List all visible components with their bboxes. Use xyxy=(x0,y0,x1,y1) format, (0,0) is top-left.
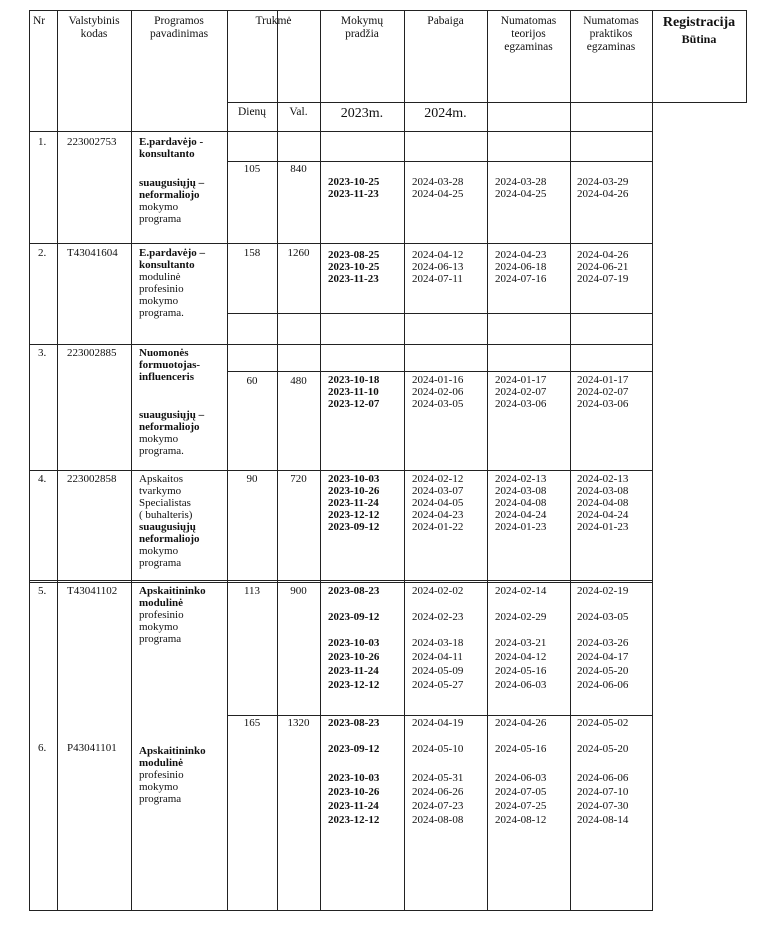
header-program: Programos xyxy=(154,15,204,27)
practice-exam-date: 2024-07-30 xyxy=(577,800,629,812)
program-name-line: mokymo xyxy=(139,295,179,307)
program-name-line: formuotojas- xyxy=(139,359,201,371)
program-name-line: programa xyxy=(139,557,182,569)
program-name-line: suaugusiųjų xyxy=(139,521,196,533)
table-bottom-rule xyxy=(29,910,653,911)
row-rule xyxy=(29,580,653,581)
start-date: 2023-12-12 xyxy=(328,814,380,826)
duration-hours: 720 xyxy=(290,473,307,485)
practice-exam-date: 2024-03-06 xyxy=(577,398,629,410)
theory-exam-date: 2024-02-14 xyxy=(495,585,547,597)
program-name-line: E.pardavėjo - xyxy=(139,136,204,148)
start-date: 2023-12-07 xyxy=(328,398,380,410)
table-rule xyxy=(277,102,278,911)
practice-exam-date: 2024-07-10 xyxy=(577,786,629,798)
start-date: 2023-12-12 xyxy=(328,679,380,691)
start-date: 2023-12-12 xyxy=(328,509,380,521)
program-name-line: programa xyxy=(139,213,182,225)
end-date: 2024-05-31 xyxy=(412,772,464,784)
start-date: 2023-10-26 xyxy=(328,651,380,663)
theory-exam-date: 2024-01-23 xyxy=(495,521,547,533)
program-name-line: Nuomonės xyxy=(139,347,189,359)
start-date: 2023-10-26 xyxy=(328,786,380,798)
practice-exam-date: 2024-04-24 xyxy=(577,509,629,521)
program-name-line: programa xyxy=(139,793,182,805)
state-code: 223002885 xyxy=(67,347,117,359)
end-date: 2024-02-06 xyxy=(412,386,464,398)
end-date: 2024-04-12 xyxy=(412,249,464,261)
row-rule xyxy=(29,470,653,471)
start-date: 2023-08-25 xyxy=(328,249,380,261)
practice-exam-date: 2024-04-26 xyxy=(577,249,629,261)
end-date: 2024-07-23 xyxy=(412,800,464,812)
program-name-line: Specialistas xyxy=(139,497,191,509)
program-name-line: konsultanto xyxy=(139,148,195,160)
theory-exam-date: 2024-04-25 xyxy=(495,188,547,200)
practice-exam-date: 2024-08-14 xyxy=(577,814,629,826)
start-date: 2023-11-24 xyxy=(328,665,379,677)
theory-exam-date: 2024-01-17 xyxy=(495,374,547,386)
practice-exam-date: 2024-01-17 xyxy=(577,374,629,386)
duration-hours: 1320 xyxy=(287,717,310,729)
practice-exam-date: 2024-02-13 xyxy=(577,473,629,485)
practice-exam-date: 2024-05-02 xyxy=(577,717,629,729)
program-name-line: ( buhalteris) xyxy=(139,509,193,521)
header-practice-exam: praktikos xyxy=(589,28,633,40)
practice-exam-date: 2024-07-19 xyxy=(577,273,629,285)
start-date: 2023-11-23 xyxy=(328,273,379,285)
start-date: 2023-09-12 xyxy=(328,521,380,533)
table-rule xyxy=(57,10,58,911)
duration-days: 113 xyxy=(243,585,261,597)
program-name-line: mokymo xyxy=(139,621,179,633)
duration-hours: 1260 xyxy=(287,247,310,259)
program-name-line: tvarkymo xyxy=(139,485,182,497)
theory-exam-date: 2024-07-25 xyxy=(495,800,547,812)
program-name-line: programa xyxy=(139,633,182,645)
practice-exam-date: 2024-04-17 xyxy=(577,651,629,663)
row-rule xyxy=(29,243,653,244)
header-year-end: 2024m. xyxy=(424,106,467,121)
theory-exam-date: 2024-02-29 xyxy=(495,611,547,623)
state-code: T43041604 xyxy=(67,247,118,259)
end-date: 2024-02-12 xyxy=(412,473,464,485)
state-code: 223002858 xyxy=(67,473,117,485)
start-date: 2023-11-24 xyxy=(328,497,379,509)
end-date: 2024-05-10 xyxy=(412,743,464,755)
duration-hours: 900 xyxy=(290,585,307,597)
practice-exam-date: 2024-04-26 xyxy=(577,188,629,200)
practice-exam-date: 2024-02-19 xyxy=(577,585,629,597)
program-name-line: neformaliojo xyxy=(139,421,200,433)
program-name-line: programa. xyxy=(139,307,184,319)
theory-exam-date: 2024-06-18 xyxy=(495,261,547,273)
row-number: 4. xyxy=(38,473,47,485)
end-date: 2024-04-25 xyxy=(412,188,464,200)
program-name-line: konsultanto xyxy=(139,259,195,271)
header-start: pradžia xyxy=(345,28,379,40)
theory-exam-date: 2024-05-16 xyxy=(495,743,547,755)
duration-hours: 480 xyxy=(290,375,307,387)
end-date: 2024-04-23 xyxy=(412,509,464,521)
header-start: Mokymų xyxy=(340,15,384,27)
theory-exam-date: 2024-02-13 xyxy=(495,473,547,485)
practice-exam-date: 2024-02-07 xyxy=(577,386,629,398)
practice-exam-date: 2024-03-29 xyxy=(577,176,629,188)
program-name-line: mokymo xyxy=(139,201,179,213)
start-date: 2023-11-10 xyxy=(328,386,379,398)
program-name-line: programa. xyxy=(139,445,184,457)
program-name-line: neformaliojo xyxy=(139,189,200,201)
program-name-line: neformaliojo xyxy=(139,533,200,545)
theory-exam-date: 2024-03-28 xyxy=(495,176,547,188)
header-program: pavadinimas xyxy=(149,28,209,40)
program-name-line: mokymo xyxy=(139,433,179,445)
header-theory-exam: egzaminas xyxy=(504,41,553,53)
header-duration: Trukmė xyxy=(255,15,292,27)
theory-exam-date: 2024-04-24 xyxy=(495,509,547,521)
program-name-line: influenceris xyxy=(139,371,194,383)
end-date: 2024-04-05 xyxy=(412,497,464,509)
start-date: 2023-08-23 xyxy=(328,585,380,597)
duration-days: 165 xyxy=(243,717,261,729)
row-number: 3. xyxy=(38,347,47,359)
row-number: 2. xyxy=(38,247,47,259)
program-name-line: modulinė xyxy=(139,597,184,609)
header-practice-exam: egzaminas xyxy=(586,41,636,53)
header-registration: Registracija xyxy=(662,15,736,30)
row-number: 1. xyxy=(38,136,47,148)
header-required: Būtina xyxy=(681,32,717,46)
practice-exam-date: 2024-06-06 xyxy=(577,679,629,691)
table-rule xyxy=(746,10,747,103)
start-date: 2023-10-03 xyxy=(328,637,380,649)
start-date: 2023-10-03 xyxy=(328,473,380,485)
end-date: 2024-07-11 xyxy=(412,273,463,285)
practice-exam-date: 2024-06-21 xyxy=(577,261,629,273)
program-name-line: E.pardavėjo – xyxy=(139,247,205,259)
subrow-rule xyxy=(227,313,653,314)
theory-exam-date: 2024-06-03 xyxy=(495,679,547,691)
table-rule xyxy=(131,10,132,911)
header-days: Dienų xyxy=(237,106,267,118)
duration-days: 60 xyxy=(246,375,258,387)
header-hours: Val. xyxy=(289,106,308,118)
start-date: 2023-10-18 xyxy=(328,374,380,386)
table-rule xyxy=(29,10,747,11)
end-date: 2024-02-02 xyxy=(412,585,464,597)
theory-exam-date: 2024-03-21 xyxy=(495,637,547,649)
end-date: 2024-04-19 xyxy=(412,717,464,729)
program-name-line: profesinio xyxy=(139,609,184,621)
subrow-rule xyxy=(227,371,653,372)
end-date: 2024-01-16 xyxy=(412,374,464,386)
program-name-line: suaugusiųjų – xyxy=(139,409,205,421)
practice-exam-date: 2024-05-20 xyxy=(577,743,629,755)
start-date: 2023-10-03 xyxy=(328,772,380,784)
header-bottom-rule xyxy=(29,131,653,132)
header-code: kodas xyxy=(80,28,108,40)
header-nr: Nr xyxy=(33,15,46,27)
state-code: P43041101 xyxy=(67,742,117,754)
duration-days: 158 xyxy=(243,247,261,259)
start-date: 2023-11-24 xyxy=(328,800,379,812)
table-rule xyxy=(652,10,653,911)
program-name-line: Apskaitos xyxy=(139,473,183,485)
header-theory-exam: teorijos xyxy=(511,28,546,40)
header-year-start: 2023m. xyxy=(340,106,384,121)
duration-hours: 840 xyxy=(290,163,307,175)
end-date: 2024-03-28 xyxy=(412,176,464,188)
end-date: 2024-03-07 xyxy=(412,485,464,497)
program-name-line: profesinio xyxy=(139,283,184,295)
start-date: 2023-09-12 xyxy=(328,743,380,755)
table-rule xyxy=(227,10,228,911)
practice-exam-date: 2024-01-23 xyxy=(577,521,629,533)
table-rule xyxy=(570,10,571,911)
state-code: 223002753 xyxy=(67,136,117,148)
theory-exam-date: 2024-02-07 xyxy=(495,386,547,398)
theory-exam-date: 2024-03-08 xyxy=(495,485,547,497)
program-name-line: modulinė xyxy=(139,271,181,283)
row-rule xyxy=(29,582,653,583)
theory-exam-date: 2024-04-26 xyxy=(495,717,547,729)
end-date: 2024-02-23 xyxy=(412,611,464,623)
theory-exam-date: 2024-06-03 xyxy=(495,772,547,784)
start-date: 2023-09-12 xyxy=(328,611,380,623)
header-practice-exam: Numatomas xyxy=(583,15,639,27)
program-name-line: mokymo xyxy=(139,545,179,557)
theory-exam-date: 2024-07-16 xyxy=(495,273,547,285)
practice-exam-date: 2024-05-20 xyxy=(577,665,629,677)
end-date: 2024-05-27 xyxy=(412,679,464,691)
program-name-line: Apskaitininko xyxy=(139,745,206,757)
end-date: 2024-05-09 xyxy=(412,665,464,677)
program-name-line: suaugusiųjų – xyxy=(139,177,205,189)
theory-exam-date: 2024-07-05 xyxy=(495,786,547,798)
theory-exam-date: 2024-04-08 xyxy=(495,497,547,509)
end-date: 2024-03-18 xyxy=(412,637,464,649)
practice-exam-date: 2024-06-06 xyxy=(577,772,629,784)
theory-exam-date: 2024-05-16 xyxy=(495,665,547,677)
end-date: 2024-04-11 xyxy=(412,651,463,663)
header-theory-exam: Numatomas xyxy=(500,15,557,27)
subrow-rule xyxy=(227,715,653,716)
header-code: Valstybinis xyxy=(68,15,120,27)
program-name-line: Apskaitininko xyxy=(139,585,206,597)
end-date: 2024-03-05 xyxy=(412,398,464,410)
table-rule xyxy=(404,10,405,911)
program-name-line: mokymo xyxy=(139,781,179,793)
program-name-line: profesinio xyxy=(139,769,184,781)
end-date: 2024-06-26 xyxy=(412,786,464,798)
theory-exam-date: 2024-04-12 xyxy=(495,651,547,663)
start-date: 2023-10-26 xyxy=(328,485,380,497)
table-rule xyxy=(29,10,30,911)
practice-exam-date: 2024-03-05 xyxy=(577,611,629,623)
end-date: 2024-08-08 xyxy=(412,814,464,826)
start-date: 2023-08-23 xyxy=(328,717,380,729)
practice-exam-date: 2024-04-08 xyxy=(577,497,629,509)
subrow-rule xyxy=(227,161,653,162)
row-number: 6. xyxy=(38,742,47,754)
practice-exam-date: 2024-03-26 xyxy=(577,637,629,649)
duration-days: 90 xyxy=(246,473,258,485)
theory-exam-date: 2024-03-06 xyxy=(495,398,547,410)
state-code: T43041102 xyxy=(67,585,118,597)
start-date: 2023-10-25 xyxy=(328,261,380,273)
end-date: 2024-06-13 xyxy=(412,261,464,273)
table-rule xyxy=(487,10,488,911)
theory-exam-date: 2024-04-23 xyxy=(495,249,547,261)
header-end: Pabaiga xyxy=(427,15,464,27)
practice-exam-date: 2024-03-08 xyxy=(577,485,629,497)
end-date: 2024-01-22 xyxy=(412,521,464,533)
row-rule xyxy=(29,344,653,345)
start-date: 2023-10-25 xyxy=(328,176,380,188)
theory-exam-date: 2024-08-12 xyxy=(495,814,547,826)
start-date: 2023-11-23 xyxy=(328,188,379,200)
row-number: 5. xyxy=(38,585,47,597)
duration-days: 105 xyxy=(243,163,261,175)
program-name-line: modulinė xyxy=(139,757,184,769)
table-rule xyxy=(320,10,321,911)
